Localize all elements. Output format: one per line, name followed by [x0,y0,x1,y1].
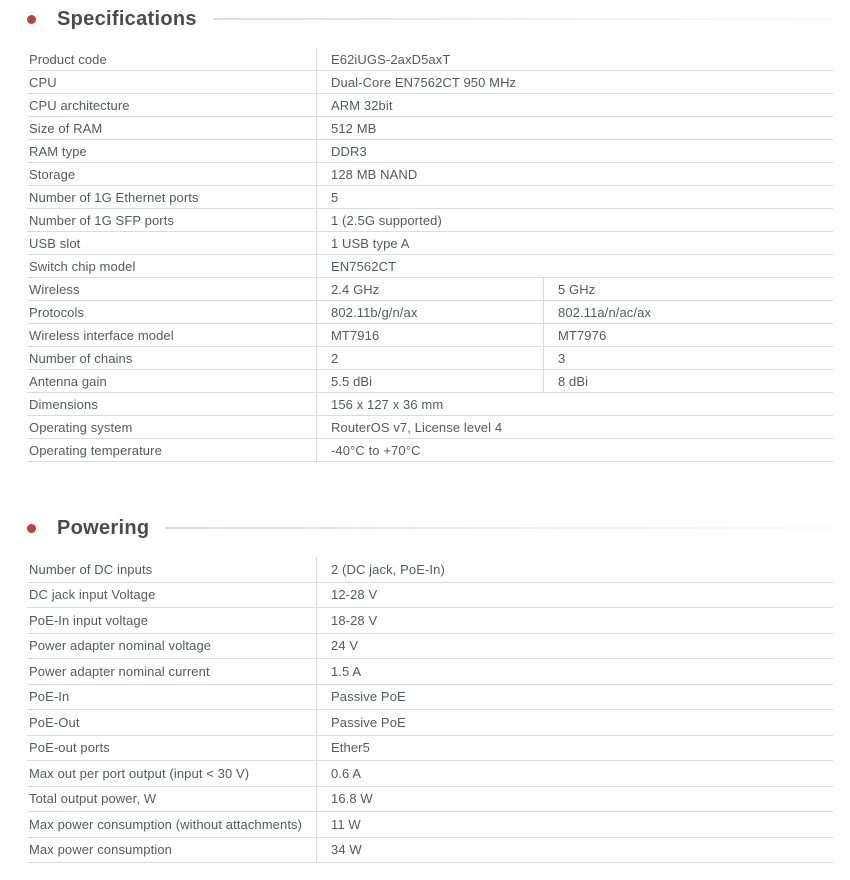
row-value: 8 dBi [543,370,833,392]
table-row [27,710,833,736]
table-row [27,634,833,660]
specifications-table [27,48,833,462]
powering-heading [27,514,833,542]
row-value: RouterOS v7, License level 4 [316,416,833,438]
row-label: Storage [29,166,76,182]
row-value: 802.11a/n/ac/ax [543,301,833,323]
row-label: Total output power, W [29,791,157,807]
row-value: 512 MB [316,117,833,139]
row-label: Protocols [29,304,85,320]
table-row [27,140,833,163]
row-label: Operating system [29,419,133,435]
row-value: -40°C to +70°C [316,439,833,461]
heading-divider [165,527,833,529]
row-value: 1.5 A [316,659,833,684]
table-row [27,557,833,583]
section-specifications [0,5,850,462]
row-label: Max power consumption [29,842,172,858]
row-label: Number of chains [29,350,133,366]
row-value: 24 V [316,634,833,659]
table-row [27,71,833,94]
row-value: 1 (2.5G supported) [316,209,833,231]
row-label: Antenna gain [29,373,107,389]
row-label: PoE-In input voltage [29,612,149,628]
row-label: Power adapter nominal voltage [29,638,212,654]
powering-table [27,557,833,863]
row-value: 128 MB NAND [316,163,833,185]
row-label: USB slot [29,235,81,251]
table-row [27,416,833,439]
table-row [27,838,833,864]
bullet-icon [27,15,36,24]
section-title: Powering [57,516,150,539]
table-row [27,370,833,393]
row-value: 2.4 GHz [316,278,543,300]
row-label: Power adapter nominal current [29,663,210,679]
row-label: Number of DC inputs [29,561,153,577]
table-row [27,685,833,711]
row-value: MT7976 [543,324,833,346]
row-value: MT7916 [316,324,543,346]
row-value: 802.11b/g/n/ax [316,301,543,323]
table-row [27,347,833,370]
table-row [27,608,833,634]
row-label: Switch chip model [29,258,136,274]
row-label: Wireless [29,281,80,297]
bullet-icon [27,524,36,533]
table-row [27,232,833,255]
table-row [27,255,833,278]
row-value: 156 x 127 x 36 mm [316,393,833,415]
table-row [27,186,833,209]
table-row [27,94,833,117]
row-value: 18-28 V [316,608,833,633]
row-label: PoE-Out [29,714,80,730]
row-label: CPU [29,74,57,90]
specifications-heading [27,5,833,33]
section-powering [0,514,850,863]
row-label: Max power consumption (without attachments) [29,816,303,832]
table-row [27,48,833,71]
row-label: Number of 1G Ethernet ports [29,189,199,205]
row-value: 5 [316,186,833,208]
table-row [27,583,833,609]
row-value: 2 [316,347,543,369]
row-label: CPU architecture [29,97,130,113]
table-row [27,736,833,762]
row-value: 34 W [316,838,833,863]
row-value: E62iUGS-2axD5axT [316,48,833,70]
row-value: Dual-Core EN7562CT 950 MHz [316,71,833,93]
row-label: Max out per port output (input < 30 V) [29,765,250,781]
table-row [27,163,833,186]
row-label: RAM type [29,143,87,159]
row-value: EN7562CT [316,255,833,277]
row-label: Wireless interface model [29,327,174,343]
heading-divider [213,18,833,20]
row-label: PoE-In [29,689,70,705]
row-value: ARM 32bit [316,94,833,116]
row-value: Passive PoE [316,710,833,735]
row-value: 5.5 dBi [316,370,543,392]
row-label: Dimensions [29,396,98,412]
row-value: 11 W [316,812,833,837]
row-label: Number of 1G SFP ports [29,212,175,228]
row-value: 12-28 V [316,583,833,608]
table-row [27,439,833,462]
row-label: Size of RAM [29,120,103,136]
section-title: Specifications [57,7,197,30]
row-label: DC jack input Voltage [29,587,156,603]
row-label: Product code [29,51,107,67]
table-row [27,278,833,301]
table-row [27,659,833,685]
row-value: 3 [543,347,833,369]
table-row [27,761,833,787]
row-value: DDR3 [316,140,833,162]
row-value: 1 USB type A [316,232,833,254]
table-row [27,812,833,838]
table-row [27,117,833,140]
table-row [27,209,833,232]
row-label: Operating temperature [29,442,162,458]
row-value: 2 (DC jack, PoE-In) [316,557,833,582]
table-row [27,787,833,813]
row-value: 16.8 W [316,787,833,812]
table-row [27,324,833,347]
row-label: PoE-out ports [29,740,110,756]
row-value: Passive PoE [316,685,833,710]
row-value: 5 GHz [543,278,833,300]
row-value: 0.6 A [316,761,833,786]
table-row [27,393,833,416]
row-value: Ether5 [316,736,833,761]
table-row [27,301,833,324]
